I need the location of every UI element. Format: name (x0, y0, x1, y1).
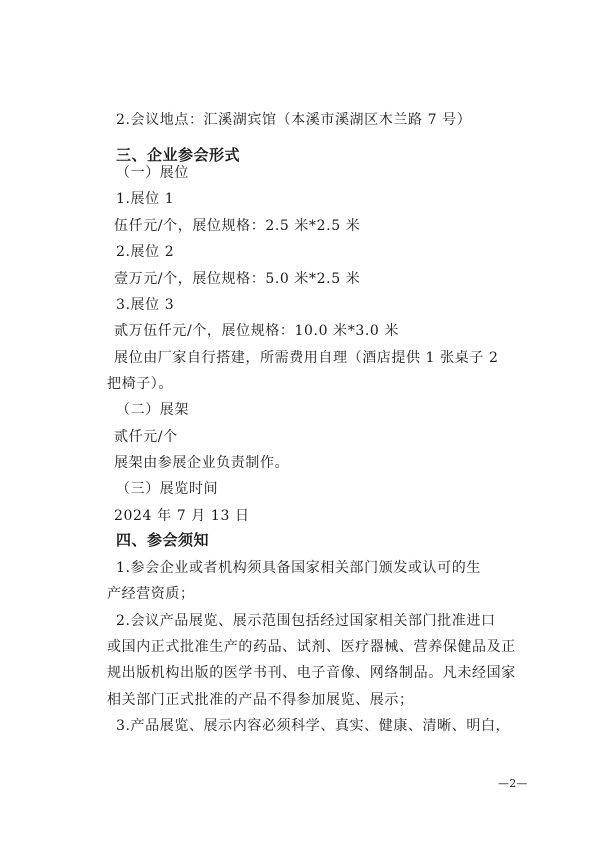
section-heading-participation-forms: 三、企业参会形式 (116, 146, 241, 164)
booth-1-title: 1.展位 1 (116, 191, 175, 207)
meeting-location: 2.会议地点：汇溪湖宾馆（本溪市溪湖区木兰路 7 号） (116, 112, 472, 128)
notice-item-1-cont: 产经营资质； (107, 586, 195, 602)
booth-construction-note-cont: 把椅子）。 (107, 376, 173, 392)
booth-1-price: 伍仟元/个，展位规格：2.5 米*2.5 米 (114, 218, 361, 234)
notice-item-1: 1.参会企业或者机构须具备国家相关部门颁发或认可的生 (116, 560, 481, 576)
notice-item-2-cont-1: 或国内正式批准生产的药品、试剂、医疗器械、营养保健品及正 (107, 639, 516, 655)
page-number: —2— (498, 777, 528, 790)
notice-item-2-cont-2: 规出版机构出版的医学书刊、电子音像、网络制品。凡未经国家 (107, 665, 516, 681)
booth-2-price: 壹万元/个，展位规格：5.0 米*2.5 米 (114, 271, 361, 287)
notice-item-2: 2.会议产品展览、展示范围包括经过国家相关部门批准进口 (116, 613, 496, 629)
notice-item-2-cont-3: 相关部门正式批准的产品不得参加展览、展示； (107, 692, 414, 708)
subsection-display-racks: （二）展架 (116, 402, 189, 418)
booth-3-title: 3.展位 3 (116, 297, 175, 313)
notice-item-3: 3.产品展览、展示内容必须科学、真实、健康、清晰、明白， (116, 718, 511, 734)
booth-3-price: 贰万伍仟元/个，展位规格：10.0 米*3.0 米 (114, 323, 400, 339)
subsection-exhibition-time: （三）展览时间 (116, 481, 219, 497)
section-heading-notice: 四、参会须知 (116, 531, 210, 549)
exhibition-date: 2024 年 7 月 13 日 (114, 508, 250, 524)
subsection-booths: （一）展位 (116, 165, 189, 181)
booth-2-title: 2.展位 2 (116, 244, 175, 260)
rack-price: 贰仟元/个 (114, 429, 178, 445)
rack-note: 展架由参展企业负责制作。 (114, 455, 290, 471)
booth-construction-note: 展位由厂家自行搭建，所需费用自理（酒店提供 1 张桌子 2 (114, 350, 499, 366)
